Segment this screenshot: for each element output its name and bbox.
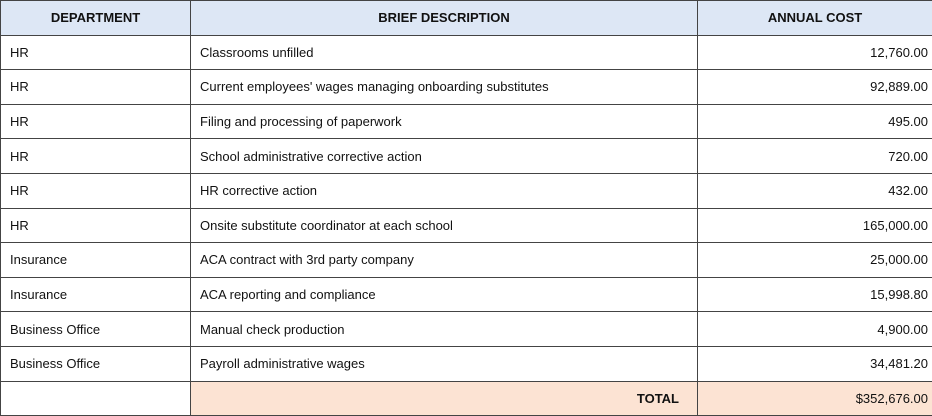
table-row (1, 312, 932, 347)
cost-cell: 165,000.00 (698, 208, 932, 243)
cost-cell: 495.00 (698, 104, 932, 139)
cost-cell: 92,889.00 (698, 70, 932, 105)
table-row (1, 35, 932, 70)
cost-cell: 25,000.00 (698, 243, 932, 278)
total-label: TOTAL (191, 381, 698, 416)
department-cell: HR (1, 35, 191, 70)
description-cell: Manual check production (191, 312, 698, 347)
table-row (1, 346, 932, 381)
description-cell: School administrative corrective action (191, 139, 698, 174)
header-description: BRIEF DESCRIPTION (191, 1, 698, 36)
total-value: $352,676.00 (698, 381, 932, 416)
table-row (1, 70, 932, 105)
department-cell: Insurance (1, 243, 191, 278)
department-cell: HR (1, 104, 191, 139)
cost-cell: 15,998.80 (698, 277, 932, 312)
department-cell: HR (1, 139, 191, 174)
table-row (1, 243, 932, 278)
cost-cell: 12,760.00 (698, 35, 932, 70)
description-cell: Onsite substitute coordinator at each school (191, 208, 698, 243)
table-row (1, 139, 932, 174)
header-cost: ANNUAL COST (698, 1, 932, 36)
department-cell: Business Office (1, 312, 191, 347)
department-cell: HR (1, 208, 191, 243)
description-cell: HR corrective action (191, 173, 698, 208)
description-cell: Current employees' wages managing onboarding substitutes (191, 70, 698, 105)
description-cell: Classrooms unfilled (191, 35, 698, 70)
description-cell: Payroll administrative wages (191, 346, 698, 381)
description-cell: ACA contract with 3rd party company (191, 243, 698, 278)
header-row (1, 1, 932, 36)
table-row (1, 104, 932, 139)
cost-cell: 4,900.00 (698, 312, 932, 347)
header-department: DEPARTMENT (1, 1, 191, 36)
cost-cell: 720.00 (698, 139, 932, 174)
cost-cell: 432.00 (698, 173, 932, 208)
total-empty-cell (1, 381, 191, 416)
cost-cell: 34,481.20 (698, 346, 932, 381)
table-row (1, 277, 932, 312)
description-cell: Filing and processing of paperwork (191, 104, 698, 139)
department-cell: Business Office (1, 346, 191, 381)
department-cell: HR (1, 70, 191, 105)
table-row (1, 208, 932, 243)
total-row (1, 381, 932, 416)
description-cell: ACA reporting and compliance (191, 277, 698, 312)
department-cell: HR (1, 173, 191, 208)
table-row (1, 173, 932, 208)
department-cell: Insurance (1, 277, 191, 312)
